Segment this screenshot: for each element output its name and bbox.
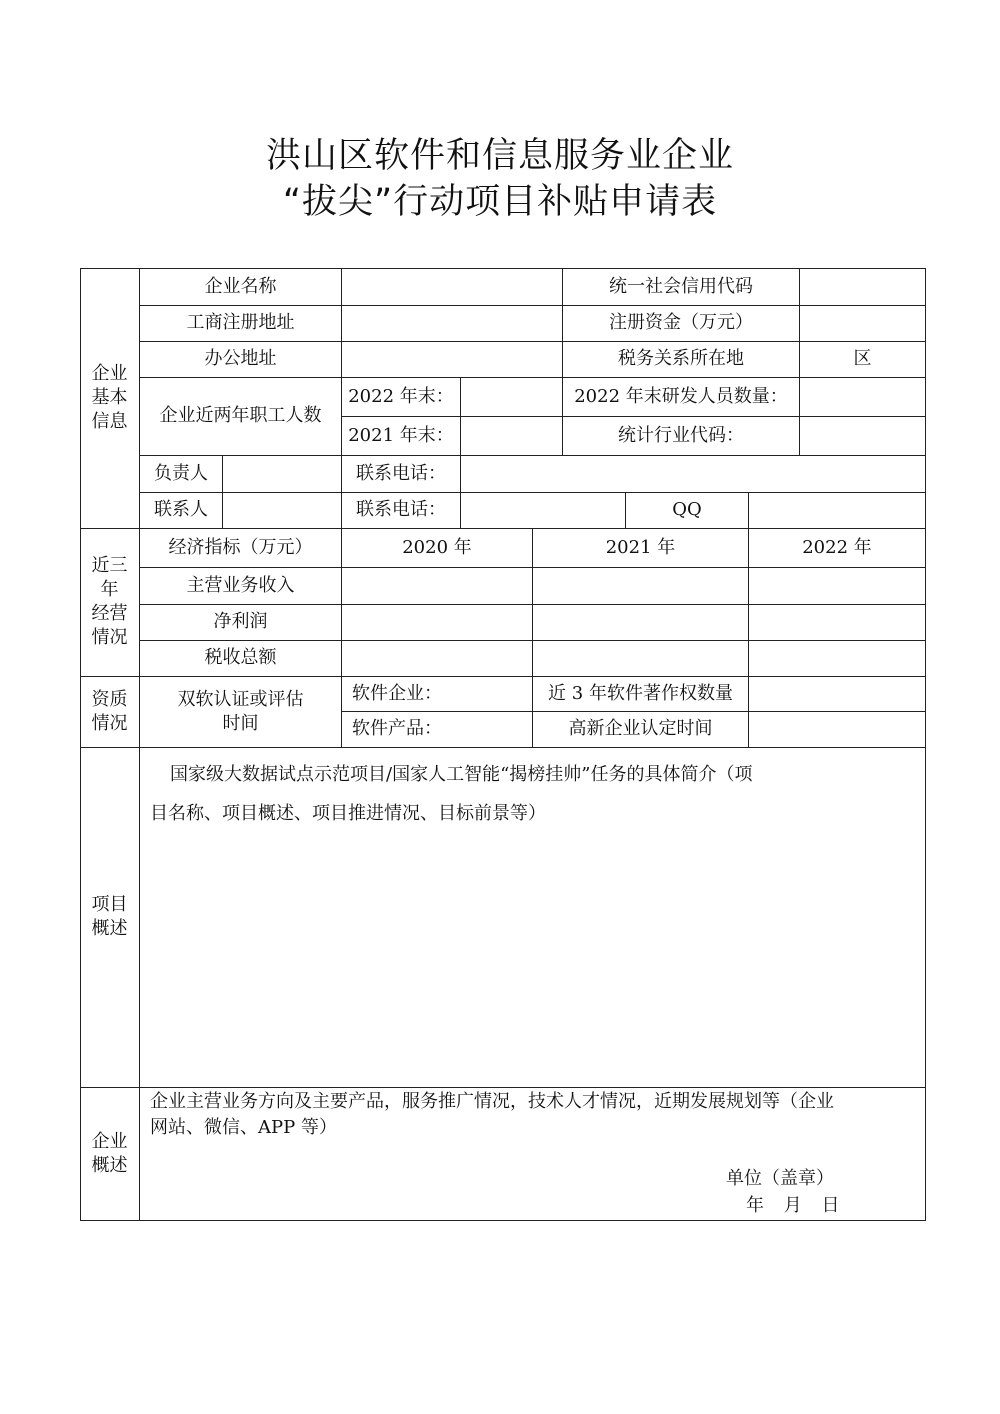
section-qualification: 资质 情况	[91, 688, 128, 734]
district-suffix: 区	[853, 348, 872, 369]
qq-field[interactable]	[749, 492, 925, 528]
section-company-overview: 企业 概述	[91, 1130, 128, 1176]
stamp-label: 单位（盖章）	[726, 1168, 834, 1189]
company-instructions-line1: 企业主营业务方向及主要产品，服务推广情况，技术人才情况，近期发展规划等（企业	[150, 1091, 834, 1112]
form-title-line2: “拔尖”行动项目补贴申请表	[282, 182, 718, 222]
leader-field[interactable]	[223, 455, 341, 492]
label-contact: 联系人	[154, 499, 208, 520]
ops-header-2022: 2022 年	[802, 536, 872, 558]
label-qq: QQ	[672, 499, 702, 520]
label-tax-location: 税务关系所在地	[618, 348, 744, 369]
label-end-2021: 2021 年末：	[348, 424, 454, 446]
revenue-2021-field[interactable]	[533, 567, 748, 604]
label-reg-capital: 注册资金（万元）	[609, 312, 753, 333]
ops-row-net-profit: 净利润	[213, 611, 268, 632]
tax-2020-field[interactable]	[342, 640, 532, 676]
label-phone-2: 联系电话：	[356, 499, 446, 520]
phone-2-field[interactable]	[461, 492, 625, 528]
ops-header-2021: 2021 年	[605, 536, 676, 558]
revenue-2022-field[interactable]	[749, 567, 925, 604]
employees-2021-field[interactable]	[461, 416, 562, 455]
phone-1-field[interactable]	[461, 455, 925, 492]
company-instructions-line2: 网站、微信、APP 等）	[150, 1117, 337, 1138]
ops-row-revenue: 主营业务收入	[186, 574, 295, 596]
project-overview-textarea[interactable]	[140, 840, 925, 1087]
profit-2022-field[interactable]	[749, 604, 925, 640]
label-end-2022: 2022 年末：	[348, 385, 454, 407]
software-product-field[interactable]: 软件产品：	[352, 718, 442, 739]
label-rd-2022: 2022 年末研发人员数量：	[574, 385, 788, 407]
company-overview-textarea[interactable]	[140, 1145, 700, 1217]
label-phone-1: 联系电话：	[356, 462, 446, 484]
label-employees: 企业近两年职工人数	[159, 405, 322, 426]
reg-capital-field[interactable]	[800, 305, 925, 341]
label-reg-address: 工商注册地址	[186, 312, 295, 333]
label-hightech-date: 高新企业认定时间	[568, 718, 713, 739]
rd-2022-field[interactable]	[800, 377, 925, 416]
profit-2020-field[interactable]	[342, 604, 532, 640]
software-company-field[interactable]: 软件企业：	[352, 682, 442, 704]
industry-code-field[interactable]	[800, 416, 925, 455]
revenue-2020-field[interactable]	[342, 567, 532, 604]
reg-address-field[interactable]	[342, 305, 562, 341]
contact-field[interactable]	[223, 492, 341, 528]
project-instructions-line2: 目名称、项目概述、项目推进情况、目标前景等）	[150, 803, 546, 824]
label-copyright-count: 近 3 年软件著作权数量	[548, 682, 733, 704]
section-basic-info: 企业 基本 信息	[91, 363, 128, 432]
copyright-count-field[interactable]	[749, 676, 925, 711]
label-dual-soft: 双软认证或评估 时间	[177, 688, 304, 734]
tax-location-field[interactable]	[800, 341, 925, 377]
project-instructions-line1: 国家级大数据试点示范项目/国家人工智能“揭榜挂帅”任务的具体简介（项	[170, 764, 753, 785]
ops-row-tax: 税收总额	[204, 647, 277, 668]
credit-code-field[interactable]	[800, 268, 925, 305]
company-name-field[interactable]	[342, 268, 562, 305]
profit-2021-field[interactable]	[533, 604, 748, 640]
section-operations: 近三 年 经营 情况	[91, 555, 128, 648]
form-title-line1: 洪山区软件和信息服务业企业	[265, 136, 734, 176]
label-credit-code: 统一社会信用代码	[609, 275, 753, 297]
tax-2021-field[interactable]	[533, 640, 748, 676]
tax-2022-field[interactable]	[749, 640, 925, 676]
date-label: 年 月 日	[746, 1195, 840, 1216]
label-company-name: 企业名称	[204, 275, 277, 297]
ops-header-2020: 2020 年	[402, 536, 472, 558]
section-project-overview: 项目 概述	[91, 894, 128, 939]
office-address-field[interactable]	[342, 341, 562, 377]
label-leader: 负责人	[154, 462, 208, 484]
employees-2022-field[interactable]	[461, 377, 562, 416]
label-industry-code: 统计行业代码：	[618, 424, 744, 446]
hightech-date-field[interactable]	[749, 711, 925, 747]
ops-header-indicator: 经济指标（万元）	[168, 536, 313, 558]
label-office-address: 办公地址	[204, 348, 277, 369]
